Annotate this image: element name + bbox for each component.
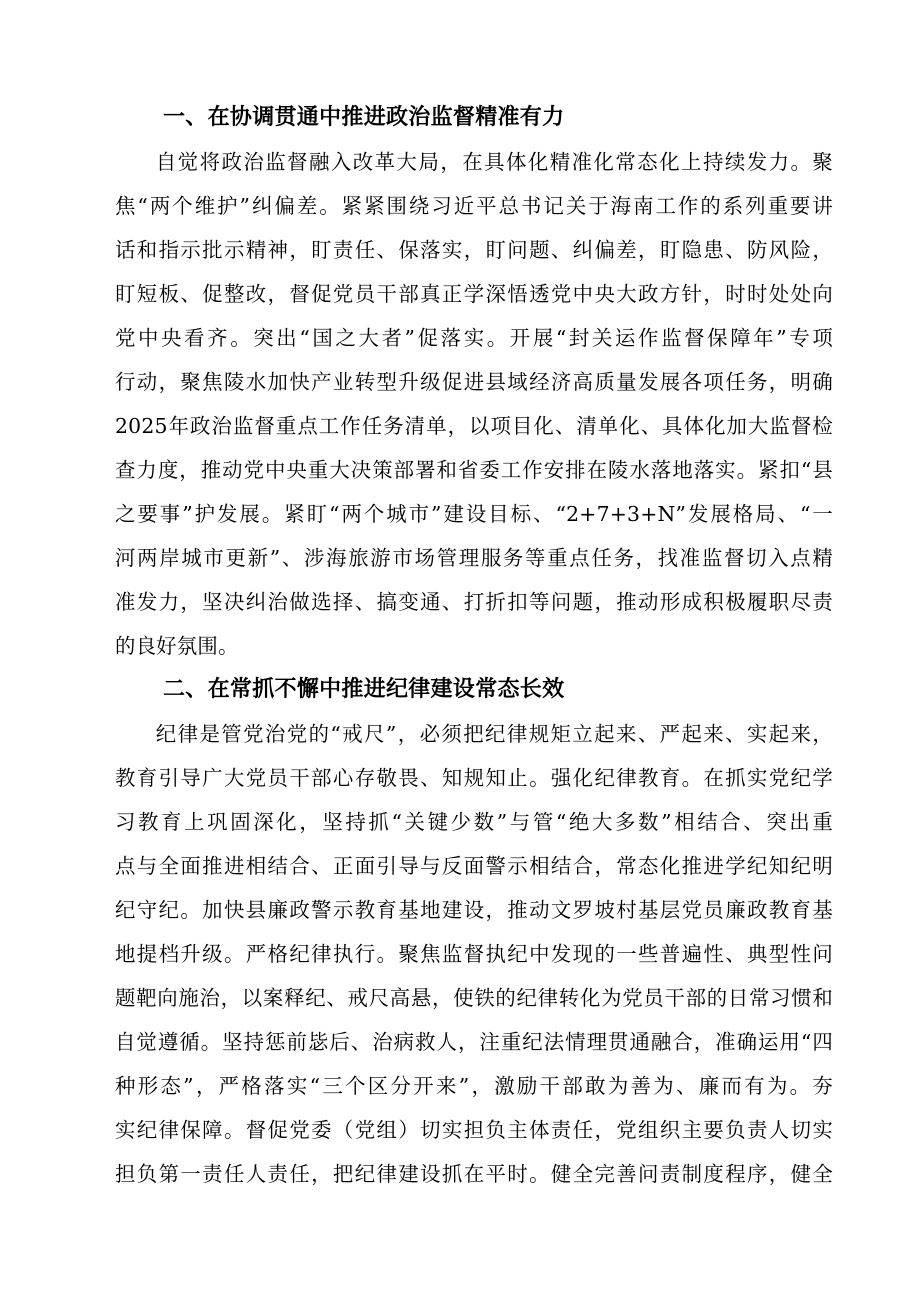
paragraph-line: 地提档升级。严格纪律执行。聚焦监督执纪中发现的一些普遍性、典型性问 (115, 942, 833, 966)
paragraph-line: 自觉遵循。坚持惩前毖后、治病救人，注重纪法情理贯通融合，准确运用“四 (115, 1030, 833, 1054)
section-2-paragraph (115, 712, 833, 1196)
paragraph-line: 之要事”护发展。紧盯“两个城市”建设目标、“2+7+3+N”发展格局、“一 (115, 502, 833, 526)
paragraph-line: 自觉将政治监督融入改革大局，在具体化精准化常态化上持续发力。聚 (155, 150, 833, 174)
section-2-heading: 二、在常抓不懈中推进纪律建设常态长效 (163, 677, 565, 702)
section-1 (115, 96, 833, 668)
paragraph-line: 题靶向施治，以案释纪、戒尺高悬，使铁的纪律转化为党员干部的日常习惯和 (115, 986, 833, 1010)
section-1-paragraph (115, 140, 833, 668)
paragraph-line: 担负第一责任人责任，把纪律建设抓在平时。健全完善问责制度程序，健全 (115, 1162, 833, 1186)
paragraph-line: 实纪律保障。督促党委（党组）切实担负主体责任，党组织主要负责人切实 (115, 1118, 833, 1142)
paragraph-line: 焦“两个维护”纠偏差。紧紧围绕习近平总书记关于海南工作的系列重要讲 (115, 194, 833, 218)
paragraph-line: 的良好氛围。 (115, 634, 239, 658)
paragraph-line: 纪律是管党治党的“戒尺”，必须把纪律规矩立起来、严起来、实起来， (155, 722, 833, 746)
section-1-heading: 一、在协调贯通中推进政治监督精准有力 (163, 105, 565, 130)
paragraph-line: 查力度，推动党中央重大决策部署和省委工作安排在陵水落地落实。紧扣“县 (115, 458, 833, 482)
paragraph-line: 2025年政治监督重点工作任务清单，以项目化、清单化、具体化加大监督检 (115, 414, 833, 438)
paragraph-line: 行动，聚焦陵水加快产业转型升级促进县域经济高质量发展各项任务，明确 (115, 370, 833, 394)
document-body (115, 96, 833, 1196)
paragraph-line: 河两岸城市更新”、涉海旅游市场管理服务等重点任务，找准监督切入点精 (115, 546, 833, 570)
paragraph-line: 准发力，坚决纠治做选择、搞变通、打折扣等问题，推动形成积极履职尽责 (115, 590, 833, 614)
paragraph-line: 教育引导广大党员干部心存敬畏、知规知止。强化纪律教育。在抓实党纪学 (115, 766, 833, 790)
paragraph-line: 盯短板、促整改，督促党员干部真正学深悟透党中央大政方针，时时处处向 (115, 282, 833, 306)
paragraph-line: 种形态”，严格落实“三个区分开来”，激励干部敢为善为、廉而有为。夯 (115, 1074, 833, 1098)
paragraph-line: 话和指示批示精神，盯责任、保落实，盯问题、纠偏差，盯隐患、防风险， (115, 238, 833, 262)
section-2 (115, 668, 833, 1196)
paragraph-line: 纪守纪。加快县廉政警示教育基地建设，推动文罗坡村基层党员廉政教育基 (115, 898, 833, 922)
paragraph-line: 习教育上巩固深化，坚持抓“关键少数”与管“绝大多数”相结合、突出重 (115, 810, 833, 834)
paragraph-line: 点与全面推进相结合、正面引导与反面警示相结合，常态化推进学纪知纪明 (115, 854, 833, 878)
paragraph-line: 党中央看齐。突出“国之大者”促落实。开展“封关运作监督保障年”专项 (115, 326, 833, 350)
